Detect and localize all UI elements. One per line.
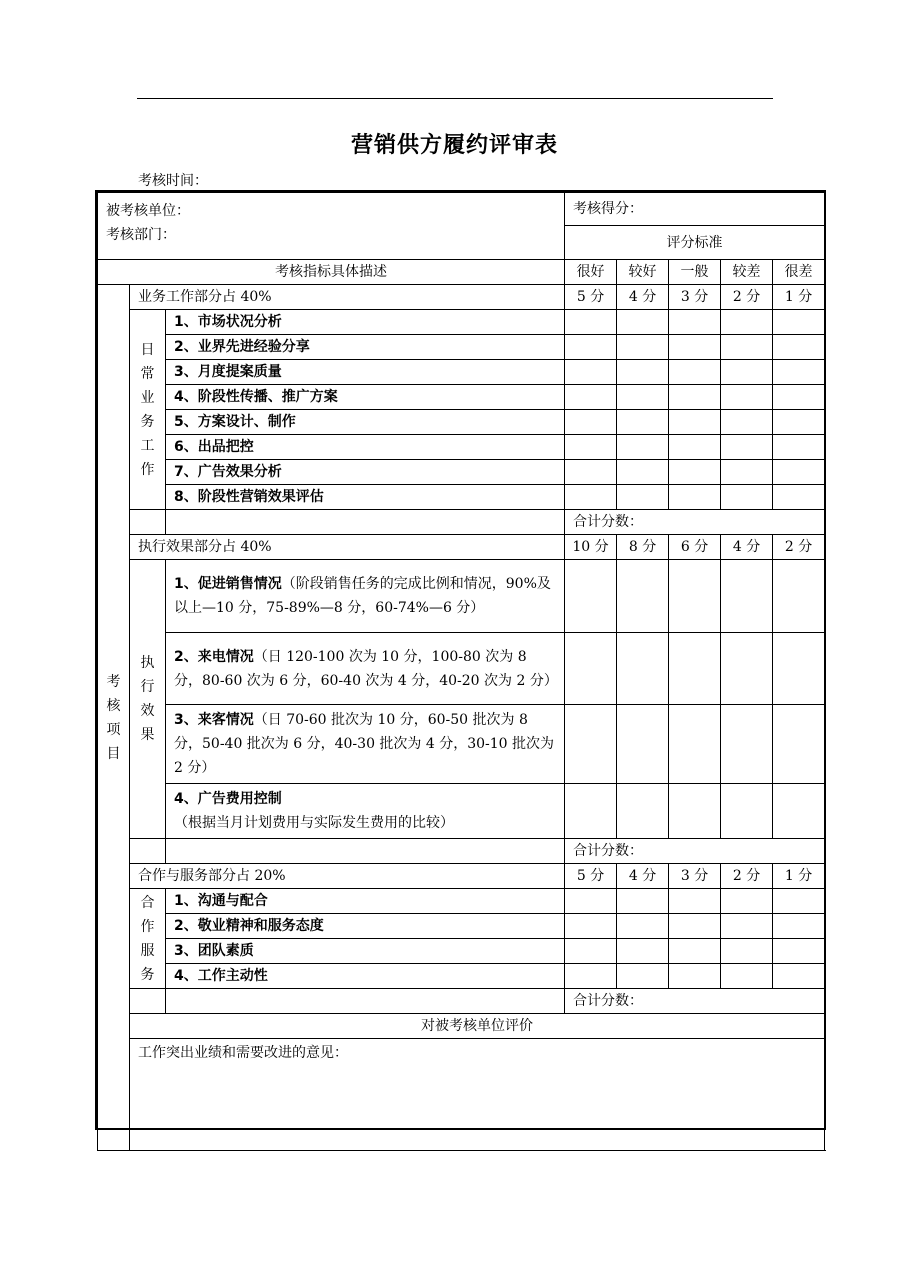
blank-cell	[130, 989, 166, 1014]
score-cell[interactable]	[617, 335, 669, 360]
item-label: 1、沟通与配合	[166, 889, 565, 914]
dept-label: 考核部门：	[106, 227, 176, 243]
score-cell[interactable]	[773, 889, 825, 914]
review-table	[97, 192, 825, 1151]
score-cell[interactable]	[617, 889, 669, 914]
points-cell: 2 分	[721, 285, 773, 310]
score-cell[interactable]	[669, 435, 721, 460]
group-label-daily: 日 常 业 务 工 作	[130, 310, 166, 510]
item-label: 6、出品把控	[166, 435, 565, 460]
comment-area[interactable]	[130, 1039, 825, 1151]
score-cell[interactable]	[721, 385, 773, 410]
score-cell[interactable]	[669, 914, 721, 939]
blank-cell	[130, 510, 166, 535]
score-cell[interactable]	[617, 939, 669, 964]
score-cell[interactable]	[773, 914, 825, 939]
score-cell[interactable]	[565, 485, 617, 510]
points-cell: 5 分	[565, 285, 617, 310]
subtotal-label[interactable]: 合计分数：	[565, 839, 825, 864]
points-cell: 2 分	[721, 864, 773, 889]
points-cell: 8 分	[617, 535, 669, 560]
item-label: 2、业界先进经验分享	[166, 335, 565, 360]
page-title: 营销供方履约评审表	[350, 133, 558, 158]
score-cell[interactable]	[565, 705, 617, 784]
item-label: 2、来电情况（日 120-100 次为 10 分，100-80 次为 8 分，80-60 次为 6 分，60-40 次为 4 分，40-20 次为 2 分）	[166, 633, 565, 705]
score-cell[interactable]	[669, 964, 721, 989]
score-cell[interactable]	[617, 360, 669, 385]
score-cell[interactable]	[721, 360, 773, 385]
score-cell[interactable]	[617, 633, 669, 705]
points-cell: 3 分	[669, 864, 721, 889]
score-cell[interactable]	[565, 360, 617, 385]
item-label: 5、方案设计、制作	[166, 410, 565, 435]
score-cell[interactable]	[773, 964, 825, 989]
top-rule	[137, 98, 773, 99]
item-label: 2、敬业精神和服务态度	[166, 914, 565, 939]
score-cell[interactable]	[617, 784, 669, 839]
score-cell[interactable]	[565, 460, 617, 485]
review-time-label: 考核时间：	[138, 173, 208, 189]
score-cell[interactable]	[721, 964, 773, 989]
item-label: 4、工作主动性	[166, 964, 565, 989]
score-cell[interactable]	[565, 560, 617, 633]
points-cell: 4 分	[721, 535, 773, 560]
desc-header: 考核指标具体描述	[98, 260, 565, 285]
score-cell[interactable]	[617, 435, 669, 460]
score-cell[interactable]	[565, 889, 617, 914]
score-cell[interactable]	[565, 914, 617, 939]
score-cell[interactable]	[773, 633, 825, 705]
score-cell[interactable]	[617, 385, 669, 410]
score-cell[interactable]	[721, 310, 773, 335]
blank-cell	[166, 510, 565, 535]
item-label: 3、月度提案质量	[166, 360, 565, 385]
score-cell[interactable]	[669, 335, 721, 360]
unit-info-cell	[98, 193, 565, 260]
blank-cell	[130, 839, 166, 864]
points-cell: 4 分	[617, 864, 669, 889]
comment-label: 工作突出业绩和需要改进的意见：	[138, 1045, 348, 1061]
score-cell[interactable]	[617, 310, 669, 335]
grade-header: 较好	[617, 260, 669, 285]
grade-header: 很好	[565, 260, 617, 285]
blank-cell	[166, 989, 565, 1014]
score-cell[interactable]	[565, 335, 617, 360]
score-cell[interactable]	[617, 560, 669, 633]
score-cell[interactable]	[617, 705, 669, 784]
score-cell[interactable]	[669, 560, 721, 633]
score-cell[interactable]	[773, 310, 825, 335]
evaluation-title: 对被考核单位评价	[130, 1014, 825, 1039]
score-cell[interactable]	[669, 310, 721, 335]
item-label: 3、来客情况（日 70-60 批次为 10 分，60-50 批次为 8 分，50-40 批次为 6 分，40-30 批次为 4 分，30-10 批次为 2 分）	[166, 705, 565, 784]
score-cell[interactable]	[617, 460, 669, 485]
score-label: 考核得分：	[565, 193, 825, 226]
outer-group-label: 考 核 项 目	[98, 285, 130, 1151]
score-cell[interactable]	[773, 435, 825, 460]
score-cell[interactable]	[721, 335, 773, 360]
score-cell[interactable]	[773, 939, 825, 964]
item-label: 4、阶段性传播、推广方案	[166, 385, 565, 410]
score-cell[interactable]	[721, 889, 773, 914]
points-cell: 1 分	[773, 285, 825, 310]
score-cell[interactable]	[773, 784, 825, 839]
score-cell[interactable]	[721, 705, 773, 784]
score-cell[interactable]	[721, 914, 773, 939]
score-cell[interactable]	[721, 460, 773, 485]
standard-label: 评分标准	[565, 226, 825, 260]
score-cell[interactable]	[721, 410, 773, 435]
section-title: 业务工作部分占 40%	[130, 285, 565, 310]
grade-header: 很差	[773, 260, 825, 285]
points-cell: 4 分	[617, 285, 669, 310]
points-cell: 5 分	[565, 864, 617, 889]
score-cell[interactable]	[669, 705, 721, 784]
score-cell[interactable]	[773, 385, 825, 410]
grade-header: 一般	[669, 260, 721, 285]
score-cell[interactable]	[565, 410, 617, 435]
blank-cell	[166, 839, 565, 864]
score-cell[interactable]	[721, 633, 773, 705]
score-cell[interactable]	[617, 964, 669, 989]
item-label: 1、市场状况分析	[166, 310, 565, 335]
points-cell: 10 分	[565, 535, 617, 560]
score-cell[interactable]	[721, 560, 773, 633]
score-cell[interactable]	[773, 705, 825, 784]
score-cell[interactable]	[721, 939, 773, 964]
score-cell[interactable]	[773, 560, 825, 633]
points-cell: 3 分	[669, 285, 721, 310]
score-cell[interactable]	[773, 485, 825, 510]
section-title: 执行效果部分占 40%	[130, 535, 565, 560]
score-cell[interactable]	[773, 410, 825, 435]
score-cell[interactable]	[565, 435, 617, 460]
subtotal-label[interactable]: 合计分数：	[565, 989, 825, 1014]
score-cell[interactable]	[617, 410, 669, 435]
score-cell[interactable]	[669, 360, 721, 385]
score-cell[interactable]	[669, 485, 721, 510]
score-cell[interactable]	[669, 385, 721, 410]
item-label: 8、阶段性营销效果评估	[166, 485, 565, 510]
score-cell[interactable]	[721, 435, 773, 460]
score-cell[interactable]	[617, 914, 669, 939]
group-label-execution: 执 行 效 果	[130, 560, 166, 839]
score-cell[interactable]	[773, 335, 825, 360]
score-cell[interactable]	[565, 385, 617, 410]
points-cell: 1 分	[773, 864, 825, 889]
group-label-cooperation: 合 作 服 务	[130, 889, 166, 989]
points-cell: 2 分	[773, 535, 825, 560]
score-cell[interactable]	[669, 460, 721, 485]
score-cell[interactable]	[669, 939, 721, 964]
score-cell[interactable]	[773, 460, 825, 485]
score-cell[interactable]	[669, 633, 721, 705]
score-cell[interactable]	[565, 310, 617, 335]
item-label: 1、促进销售情况（阶段销售任务的完成比例和情况，90%及以上—10 分，75-89%—8 分，60-74%—6 分）	[166, 560, 565, 633]
score-cell[interactable]	[617, 485, 669, 510]
score-cell[interactable]	[721, 485, 773, 510]
item-label: 3、团队素质	[166, 939, 565, 964]
points-cell: 6 分	[669, 535, 721, 560]
score-cell[interactable]	[773, 360, 825, 385]
unit-label: 被考核单位：	[106, 203, 190, 219]
item-label: 4、广告费用控制（根据当月计划费用与实际发生费用的比较）	[166, 784, 565, 839]
section-title: 合作与服务部分占 20%	[130, 864, 565, 889]
score-cell[interactable]	[721, 784, 773, 839]
score-cell[interactable]	[669, 410, 721, 435]
subtotal-label[interactable]: 合计分数：	[565, 510, 825, 535]
score-cell[interactable]	[565, 964, 617, 989]
score-cell[interactable]	[669, 784, 721, 839]
item-label: 7、广告效果分析	[166, 460, 565, 485]
score-cell[interactable]	[565, 939, 617, 964]
score-cell[interactable]	[565, 633, 617, 705]
grade-header: 较差	[721, 260, 773, 285]
score-cell[interactable]	[669, 889, 721, 914]
score-cell[interactable]	[565, 784, 617, 839]
